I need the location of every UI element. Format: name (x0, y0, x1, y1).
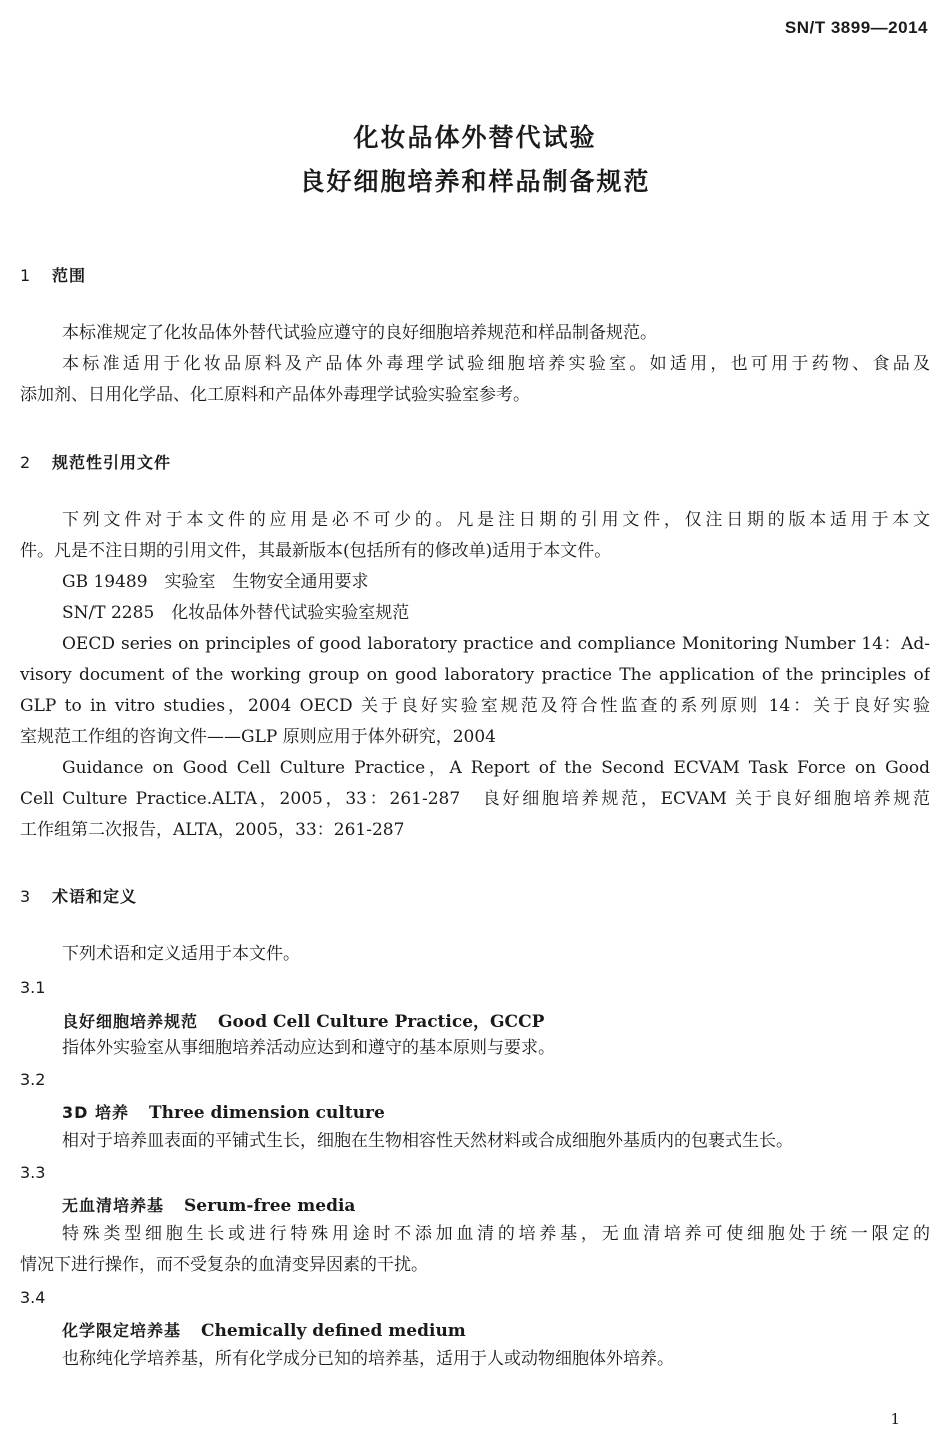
section-2-heading (20, 450, 171, 473)
standard-code: SN/T 3899—2014 (784, 18, 928, 37)
reference-oecd-line: 室规范工作组的咨询文件——GLP 原则应用于体外研究，2004 (20, 727, 496, 747)
term-definition: 相对于培养皿表面的平铺式生长，细胞在生物相容性天然材料或合成细胞外基质内的包裹式生长。 (62, 1131, 793, 1151)
term-definition: 特殊类型细胞生长或进行特殊用途时不添加血清的培养基，无血清培养可使细胞处于统一限定的 (62, 1224, 930, 1244)
section-1-heading (20, 263, 86, 286)
term-heading (62, 1007, 544, 1032)
term-english: Serum-free media (184, 1196, 356, 1216)
reference-snt2285: SN/T 2285 化妆品体外替代试验实验室规范 (62, 603, 410, 623)
document-title-line2: 良好细胞培养和样品制备规范 (299, 167, 651, 196)
paragraph-line: 本标准适用于化妆品原料及产品体外毒理学试验细胞培养实验室。如适用，也可用于药物、食品及 (62, 354, 930, 374)
section-3-heading (20, 884, 137, 907)
page-number: 1 (890, 1410, 900, 1428)
term-heading (62, 1193, 355, 1216)
term-definition: 情况下进行操作，而不受复杂的血清变异因素的干扰。 (20, 1255, 428, 1275)
term-heading (62, 1100, 385, 1123)
term-english: Chemically defined medium (201, 1321, 466, 1341)
document-title-line1: 化妆品体外替代试验 (353, 123, 597, 152)
term-number: 3.1 (20, 978, 46, 997)
reference-oecd-line: GLP to in vitro studies，2004 OECD 关于良好实验室规范及符合性监查的系列原则 14：关于良好实验 (20, 696, 930, 716)
paragraph-line: 本标准规定了化妆品体外替代试验应遵守的良好细胞培养规范和样品制备规范。 (62, 323, 657, 343)
term-number: 3.3 (20, 1163, 46, 1182)
section-number: 1 (20, 266, 32, 285)
reference-oecd-line: OECD series on principles of good laboratory practice and compliance Monitoring Number 14：Ad- (62, 634, 930, 654)
term-chinese: 无血清培养基 (62, 1196, 165, 1215)
section-title: 规范性引用文件 (52, 453, 172, 472)
term-english: Good Cell Culture Practice，GCCP (218, 1012, 545, 1032)
term-chinese: 良好细胞培养规范 (62, 1012, 199, 1031)
section-number: 3 (20, 887, 32, 906)
paragraph-line: 下列文件对于本文件的应用是必不可少的。凡是注日期的引用文件，仅注日期的版本适用于本文 (62, 510, 930, 530)
reference-gb19489: GB 19489 实验室 生物安全通用要求 (62, 572, 369, 592)
reference-gccp-line: 工作组第二次报告，ALTA，2005，33：261-287 (20, 820, 405, 840)
paragraph-line: 添加剂、日用化学品、化工原料和产品体外毒理学试验实验室参考。 (20, 385, 530, 405)
term-number: 3.4 (20, 1288, 46, 1307)
term-definition: 指体外实验室从事细胞培养活动应达到和遵守的基本原则与要求。 (62, 1038, 555, 1058)
section-title: 术语和定义 (52, 887, 138, 906)
section-number: 2 (20, 453, 32, 472)
reference-gccp-line: Cell Culture Practice.ALTA，2005，33：261-287 良好细胞培养规范，ECVAM 关于良好细胞培养规范 (20, 789, 930, 809)
section-title: 范围 (52, 266, 87, 285)
term-english: Three dimension culture (149, 1103, 385, 1123)
term-chinese: 3D 培养 (62, 1103, 129, 1122)
paragraph-line: 件。凡是不注日期的引用文件，其最新版本(包括所有的修改单)适用于本文件。 (20, 541, 612, 561)
reference-gccp-line: Guidance on Good Cell Culture Practice，A Report of the Second ECVAM Task Force on Good (62, 758, 930, 778)
term-number: 3.2 (20, 1070, 46, 1089)
term-chinese: 化学限定培养基 (62, 1321, 182, 1340)
term-definition: 也称纯化学培养基，所有化学成分已知的培养基，适用于人或动物细胞体外培养。 (62, 1349, 674, 1369)
term-heading (62, 1318, 466, 1341)
paragraph-line: 下列术语和定义适用于本文件。 (62, 944, 300, 964)
reference-oecd-line: visory document of the working group on good laboratory practice The application of the principles of (20, 665, 930, 685)
